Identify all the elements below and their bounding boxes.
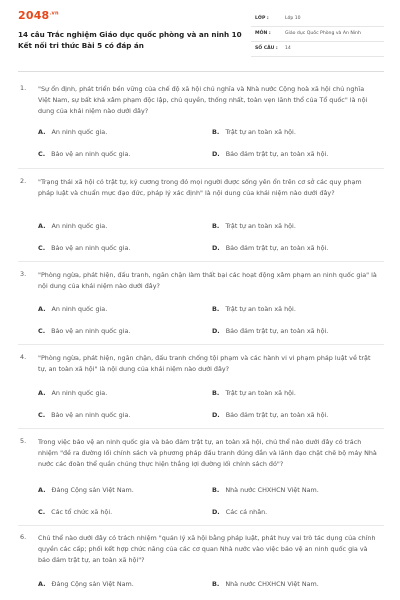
question-number: 6. [20,533,27,541]
option-key: A. [38,305,46,313]
answer-option[interactable] [212,244,328,252]
question-separator [18,344,384,345]
answer-option[interactable] [38,508,112,516]
option-text: An ninh quốc gia. [51,222,108,230]
answer-option[interactable] [212,508,267,516]
question-number: 3. [20,270,27,278]
question-number: 5. [20,437,27,445]
option-key: B. [212,389,220,397]
option-key: C. [38,244,46,252]
option-key: A. [38,486,46,494]
answer-option[interactable] [38,128,107,136]
answer-option[interactable] [38,327,130,335]
answer-option[interactable] [38,486,134,494]
meta-label: MÔN : [255,31,271,36]
option-text: Trật tự an toàn xã hội. [225,305,296,313]
option-key: B. [212,128,220,136]
option-text: An ninh quốc gia. [51,128,108,136]
answer-option[interactable] [212,411,328,419]
answer-option[interactable] [212,327,328,335]
answer-option[interactable] [38,244,130,252]
option-key: D. [212,411,220,419]
option-text: Các tổ chức xã hội. [51,508,113,516]
option-text: Các cá nhân. [225,508,268,516]
meta-label: SỐ CÂU : [255,46,278,51]
option-text: Đảng Cộng sản Việt Nam. [51,486,134,494]
answer-option[interactable] [212,305,296,313]
question-separator [18,428,384,429]
option-text: Bảo đảm trật tự, an toàn xã hội. [225,411,329,419]
answer-option[interactable] [212,222,296,230]
question-text: "Sự ổn định, phát triển bền vững của chế độ xã hội chủ nghĩa và Nhà nước Cộng hoà xã hội chủ nghĩa Việt Nam, sự bất khả xâm phạm độc lập, chủ quyền, thống nhất, toàn vẹn lãnh thổ của Tổ quốc" là nội dung của khái niệm nào dưới đây? [38,85,368,115]
option-key: A. [38,580,46,588]
answer-option[interactable] [38,305,107,313]
option-text: Bảo đảm trật tự, an toàn xã hội. [225,244,329,252]
answer-option[interactable] [212,486,319,494]
option-key: B. [212,486,220,494]
meta-value: 14 [285,46,291,51]
question-number: 2. [20,177,27,185]
question-number: 1. [20,84,27,92]
option-key: A. [38,389,46,397]
option-key: B. [212,305,220,313]
option-key: C. [38,508,46,516]
option-text: Bảo vệ an ninh quốc gia. [51,244,131,252]
question-text: "Phòng ngừa, phát hiện, đấu tranh, ngăn chặn làm thất bại các hoạt động xâm phạm an ninh quốc gia" là nội dung của khái niệm nào dưới đây? [38,271,377,290]
meta-row-count [251,42,384,57]
option-key: A. [38,128,46,136]
meta-row-subject [251,27,384,42]
question-text: Chủ thể nào dưới đây có trách nhiệm "quản lý xã hội bằng pháp luật, phát huy vai trò tác dụng của chính quyền các cấp; phối kết hợp chức năng của các cơ quan Nhà nước vào việc bảo vệ an ninh quốc gia và bảo đảm trật tự, an toàn xã hội"? [38,534,376,564]
option-text: Bảo đảm trật tự, an toàn xã hội. [225,150,329,158]
option-text: Bảo đảm trật tự, an toàn xã hội. [225,327,329,335]
option-text: Nhà nước CHXHCN Việt Nam. [225,580,319,588]
question-separator [18,525,384,526]
meta-row-class [251,12,384,27]
header-divider [18,71,384,72]
option-text: Bảo vệ an ninh quốc gia. [51,411,131,419]
option-text: Trật tự an toàn xã hội. [225,222,296,230]
answer-option[interactable] [38,411,130,419]
option-key: C. [38,327,46,335]
option-key: B. [212,222,220,230]
logo-main: 2048 [18,9,50,22]
logo-suffix: .vn [49,10,59,17]
meta-label: LỚP : [255,16,269,21]
meta-value: Lớp 10 [285,16,301,21]
meta-value: Giáo dục Quốc Phòng và An Ninh [285,31,361,36]
document-title: 14 câu Trắc nghiệm Giáo dục quốc phòng và an ninh 10 Kết nối tri thức Bài 5 có đáp án [18,30,242,50]
answer-option[interactable] [212,580,319,588]
question-number: 4. [20,353,27,361]
option-text: Đảng Cộng sản Việt Nam. [51,580,134,588]
answer-option[interactable] [38,580,134,588]
document-header [0,0,400,66]
meta-table [251,12,384,57]
option-key: D. [212,508,220,516]
option-key: C. [38,150,46,158]
answer-option[interactable] [212,128,296,136]
question-separator [18,261,384,262]
question-text: "Trạng thái xã hội có trật tự, kỷ cương trong đó mọi người được sống yên ổn trên cơ sở các quy phạm pháp luật và chuẩn mực đạo đức, pháp lý xác định" là nội dung của khái niệm nào dưới đây? [38,178,362,197]
answer-option[interactable] [38,389,107,397]
question-separator [18,168,384,169]
option-text: Nhà nước CHXHCN Việt Nam. [225,486,319,494]
option-key: A. [38,222,46,230]
question-text: Trong việc bảo vệ an ninh quốc gia và bảo đảm trật tự, an toàn xã hội, chủ thể nào dưới đây có trách nhiệm "đề ra đường lối chính sách và phương pháp đấu tranh đúng đắn và lãnh đạo chặt chẽ bộ máy Nhà nước các đoàn thể quần chúng thực hiện thắng lợi đường lối chính sách đó"? [38,438,377,468]
question-text: "Phòng ngừa, phát hiện, ngăn chặn, đấu tranh chống tội phạm và các hành vi vi phạm pháp luật về trật tự, an toàn xã hội" là nội dung của khái niệm nào dưới đây? [38,354,371,373]
answer-option[interactable] [38,222,107,230]
option-text: An ninh quốc gia. [51,389,108,397]
option-text: Bảo vệ an ninh quốc gia. [51,327,131,335]
option-key: D. [212,327,220,335]
answer-option[interactable] [212,150,328,158]
option-text: An ninh quốc gia. [51,305,108,313]
option-key: B. [212,580,220,588]
option-key: C. [38,411,46,419]
answer-option[interactable] [38,150,130,158]
answer-option[interactable] [212,389,296,397]
option-text: Bảo vệ an ninh quốc gia. [51,150,131,158]
option-text: Trật tự an toàn xã hội. [225,389,296,397]
option-text: Trật tự an toàn xã hội. [225,128,296,136]
option-key: D. [212,150,220,158]
option-key: D. [212,244,220,252]
site-logo[interactable] [18,9,59,22]
